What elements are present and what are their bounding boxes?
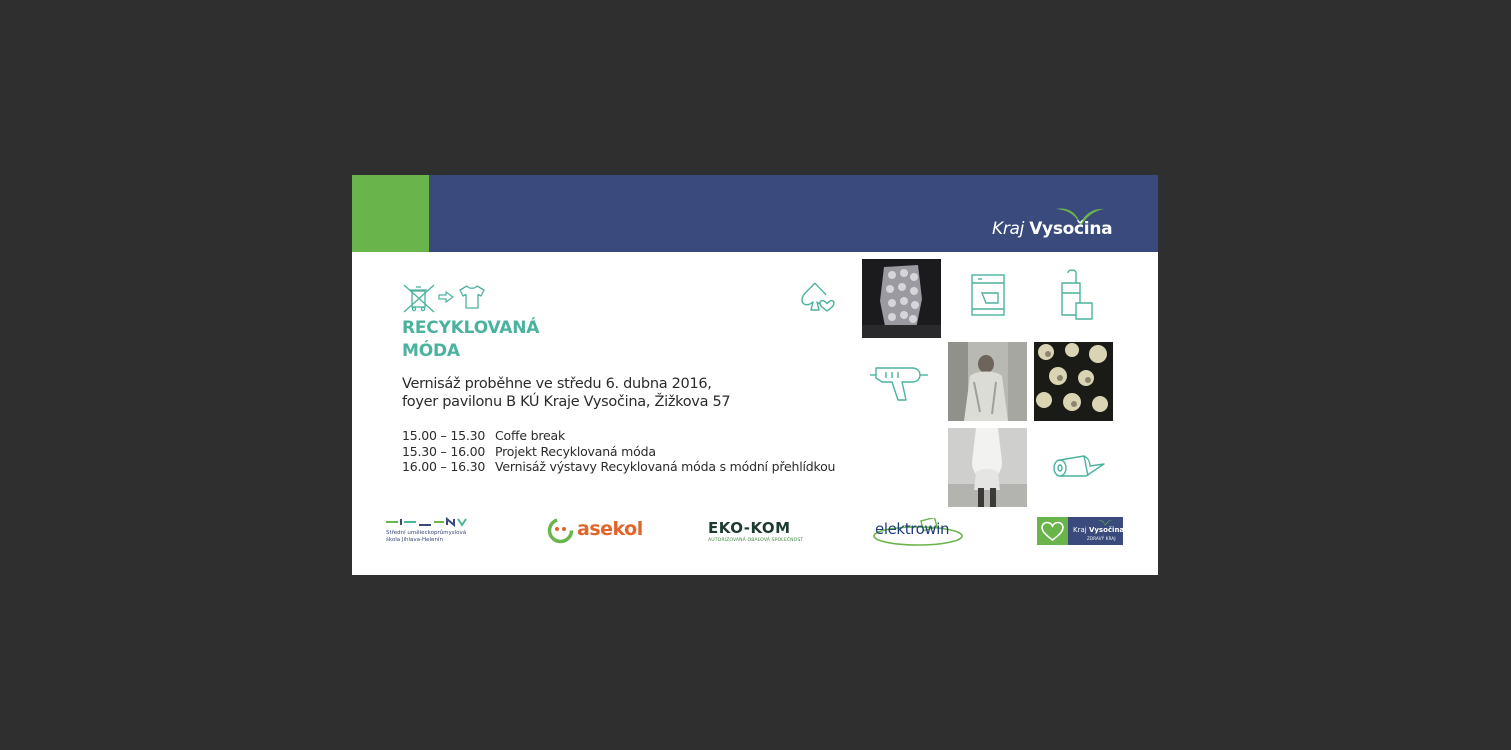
schedule-label: Vernisáž výstavy Recyklovaná móda s módní přehlídkou — [495, 459, 836, 474]
sponsor-ekokom — [708, 517, 808, 547]
schedule — [402, 428, 835, 475]
spade-heart-icon — [799, 280, 837, 316]
event-info-line2: foyer pavilonu B KÚ Kraje Vysočina, Žižkova 57 — [402, 394, 731, 410]
zdravy-kraj-light: Kraj — [1073, 526, 1087, 534]
schedule-time: 16.00 – 16.30 — [402, 459, 486, 474]
photo-circles-texture — [1034, 342, 1113, 421]
fabric-roll-icon — [1034, 428, 1113, 507]
schedule-time: 15.30 – 16.00 — [402, 443, 486, 459]
schedule-row — [402, 459, 835, 475]
zdravy-heart-box — [1037, 517, 1068, 545]
kraj-logo-light: Kraj — [992, 219, 1025, 239]
sponsor-elektrowin — [872, 514, 964, 548]
kraj-vysocina-logo — [992, 205, 1112, 245]
glue-bottle-icon — [1034, 259, 1113, 338]
event-title-line2: MÓDA — [402, 341, 460, 361]
arrow-right-icon — [438, 291, 454, 303]
sewing-machine-icon — [948, 259, 1027, 338]
zdravy-kraj-bold: Vysočina — [1088, 526, 1125, 534]
helenin-name-line2: škola Jihlava-Helenín — [386, 536, 443, 543]
event-info-line1: Vernisáž proběhne ve středu 6. dubna 2016, — [402, 376, 712, 392]
crossed-bin-icon — [402, 283, 436, 313]
event-title-line1: RECYKLOVANÁ — [402, 318, 540, 338]
schedule-row — [402, 428, 835, 444]
photo-knitted-sculpture — [862, 259, 941, 338]
glue-gun-icon — [862, 342, 941, 421]
zdravy-kraj-subtitle: ZDRAVÝ KRAJ — [1087, 536, 1116, 541]
schedule-time: 15.00 – 15.30 — [402, 428, 486, 443]
photo-model-coat — [948, 342, 1027, 421]
schedule-row — [402, 444, 835, 460]
glue-gun-cell — [862, 342, 941, 421]
sponsor-asekol — [547, 515, 647, 547]
invitation-card — [352, 175, 1158, 575]
t-shirt-icon — [458, 284, 486, 310]
fabric-roll-cell — [1034, 428, 1113, 507]
zdravy-kraj-name — [1073, 526, 1124, 534]
helenin-logo-icon — [386, 517, 470, 527]
ekokom-name: EKO-KOM — [708, 519, 791, 537]
photo-white-dress — [948, 428, 1027, 507]
recycling-pictograms — [402, 283, 492, 311]
event-title — [402, 317, 539, 363]
asekol-name: asekol — [577, 518, 643, 540]
sewing-machine-cell — [948, 259, 1027, 338]
sponsor-helenin — [386, 517, 486, 547]
sponsor-zdravy-kraj — [1037, 517, 1123, 545]
schedule-label: Projekt Recyklovaná móda — [495, 443, 656, 459]
ekokom-subtitle: AUTORIZOVANÁ OBALOVÁ SPOLEČNOST — [708, 538, 804, 543]
helenin-name — [386, 530, 466, 543]
heart-icon — [1037, 517, 1068, 545]
elektrowin-name: elektrowin — [875, 520, 950, 538]
helenin-name-line1: Střední uměleckoprůmyslová — [386, 530, 467, 536]
zdravy-swoosh-icon — [1097, 519, 1113, 526]
event-info — [402, 375, 730, 411]
schedule-label: Coffe break — [495, 428, 566, 443]
kraj-logo-text — [992, 219, 1112, 239]
kraj-logo-bold: Vysočina — [1029, 219, 1113, 239]
green-corner-block — [352, 175, 429, 252]
glue-bottle-cell — [1034, 259, 1113, 338]
asekol-logo-icon — [547, 517, 574, 544]
